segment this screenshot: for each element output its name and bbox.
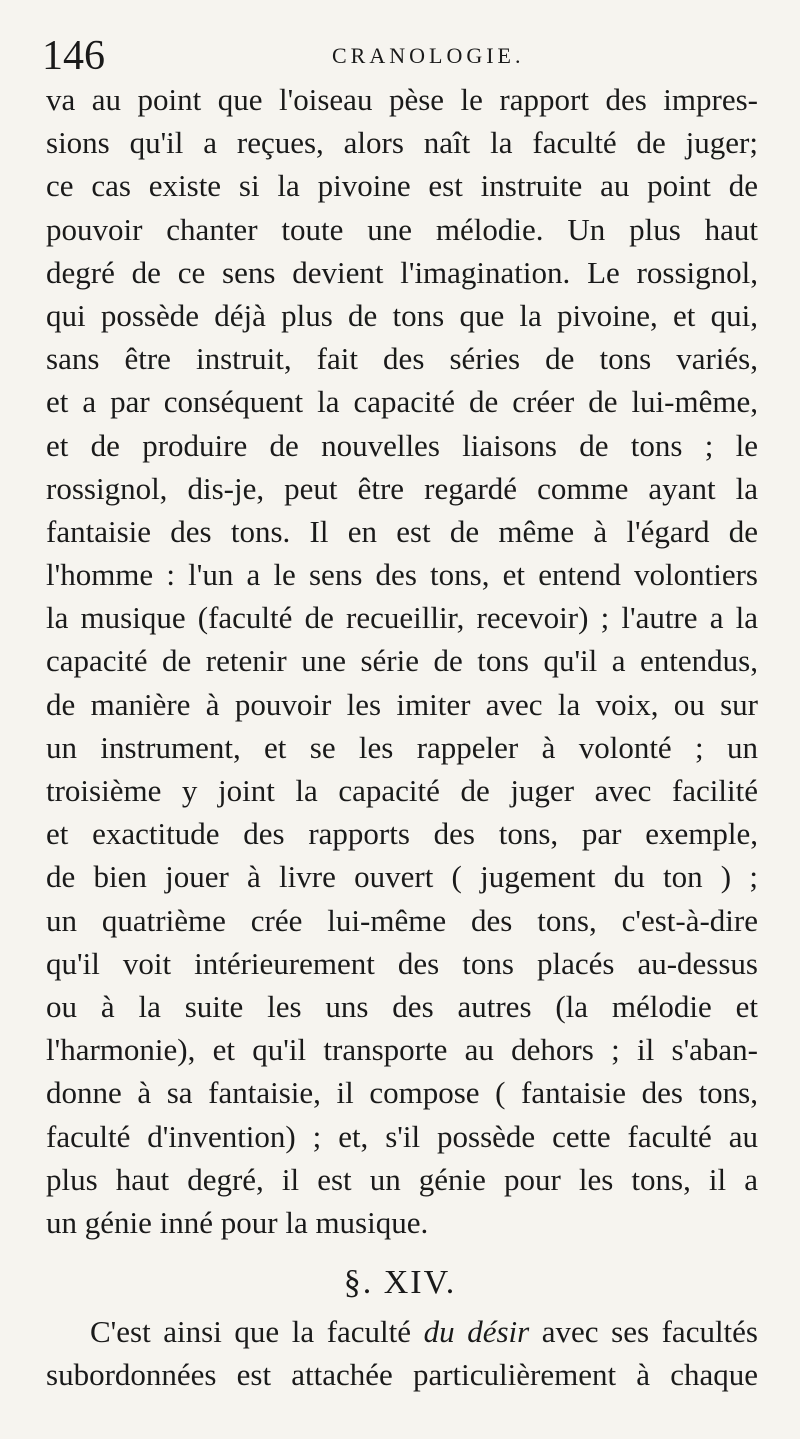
text-line: plus haut degré, il est un génie pour les tons, il a: [46, 1161, 758, 1197]
text-line: rossignol, dis-je, peut être regardé comme ayant la: [46, 470, 758, 506]
text-line: donne à sa fantaisie, il compose ( fantaisie des tons,: [46, 1075, 758, 1111]
text-line: un quatrième crée lui-même des tons, c'est-à-dire: [46, 902, 758, 938]
emphasis-text: du désir: [423, 1314, 530, 1349]
text-line: va au point que l'oiseau pèse le rapport des impres-: [46, 82, 758, 117]
text-line: capacité de retenir une série de tons qu'il a entendus,: [46, 643, 758, 679]
text-line: et exactitude des rapports des tons, par exemple,: [46, 816, 758, 852]
text-fragment: C'est ainsi que la faculté: [90, 1314, 424, 1349]
text-line: un instrument, et se les rappeler à volonté ; un: [46, 729, 758, 765]
text-line: de bien jouer à livre ouvert ( jugement du ton ) ;: [46, 859, 758, 895]
section-heading: §. XIV.: [343, 1264, 457, 1301]
running-title: CRANOLOGIE.: [332, 43, 525, 68]
text-line: qui possède déjà plus de tons que la pivoine, et qui,: [46, 297, 758, 333]
text-line: ce cas existe si la pivoine est instruite au point de: [46, 168, 758, 204]
text-line: degré de ce sens devient l'imagination. Le rossignol,: [46, 254, 758, 290]
text-line: fantaisie des tons. Il en est de même à l'égard de: [46, 513, 758, 549]
text-line: subordonnées est attachée particulièrement à chaque: [46, 1357, 758, 1393]
text-fragment: avec ses facultés: [529, 1314, 758, 1349]
page-number: 146: [42, 33, 105, 79]
paragraph-1: [46, 78, 758, 1244]
text-line: et a par conséquent la capacité de créer de lui-même,: [46, 384, 758, 420]
text-line: la musique (faculté de recueillir, recevoir) ; l'autre a la: [46, 600, 758, 636]
page-header: [42, 28, 762, 84]
text-line: qu'il voit intérieurement des tons placés au-dessus: [46, 945, 758, 981]
text-line: faculté d'invention) ; et, s'il possède cette faculté au: [46, 1118, 758, 1154]
text-line: sans être instruit, fait des séries de tons variés,: [46, 341, 758, 377]
text-line: un génie inné pour la musique.: [46, 1204, 429, 1240]
text-line: l'homme : l'un a le sens des tons, et entend volontiers: [46, 557, 758, 593]
text-line: de manière à pouvoir les imiter avec la voix, ou sur: [46, 686, 758, 722]
text-line: pouvoir chanter toute une mélodie. Un plus haut: [46, 211, 758, 247]
paragraph-2: [46, 1310, 758, 1396]
text-line: sions qu'il a reçues, alors naît la faculté de juger;: [46, 125, 758, 161]
text-line: ou à la suite les uns des autres (la mélodie et: [46, 988, 758, 1024]
text-line: et de produire de nouvelles liaisons de tons ; le: [46, 427, 758, 463]
text-line: l'harmonie), et qu'il transporte au dehors ; il s'aban-: [46, 1032, 758, 1068]
text-line: [46, 1310, 758, 1353]
text-line: troisième y joint la capacité de juger avec facilité: [46, 773, 758, 808]
